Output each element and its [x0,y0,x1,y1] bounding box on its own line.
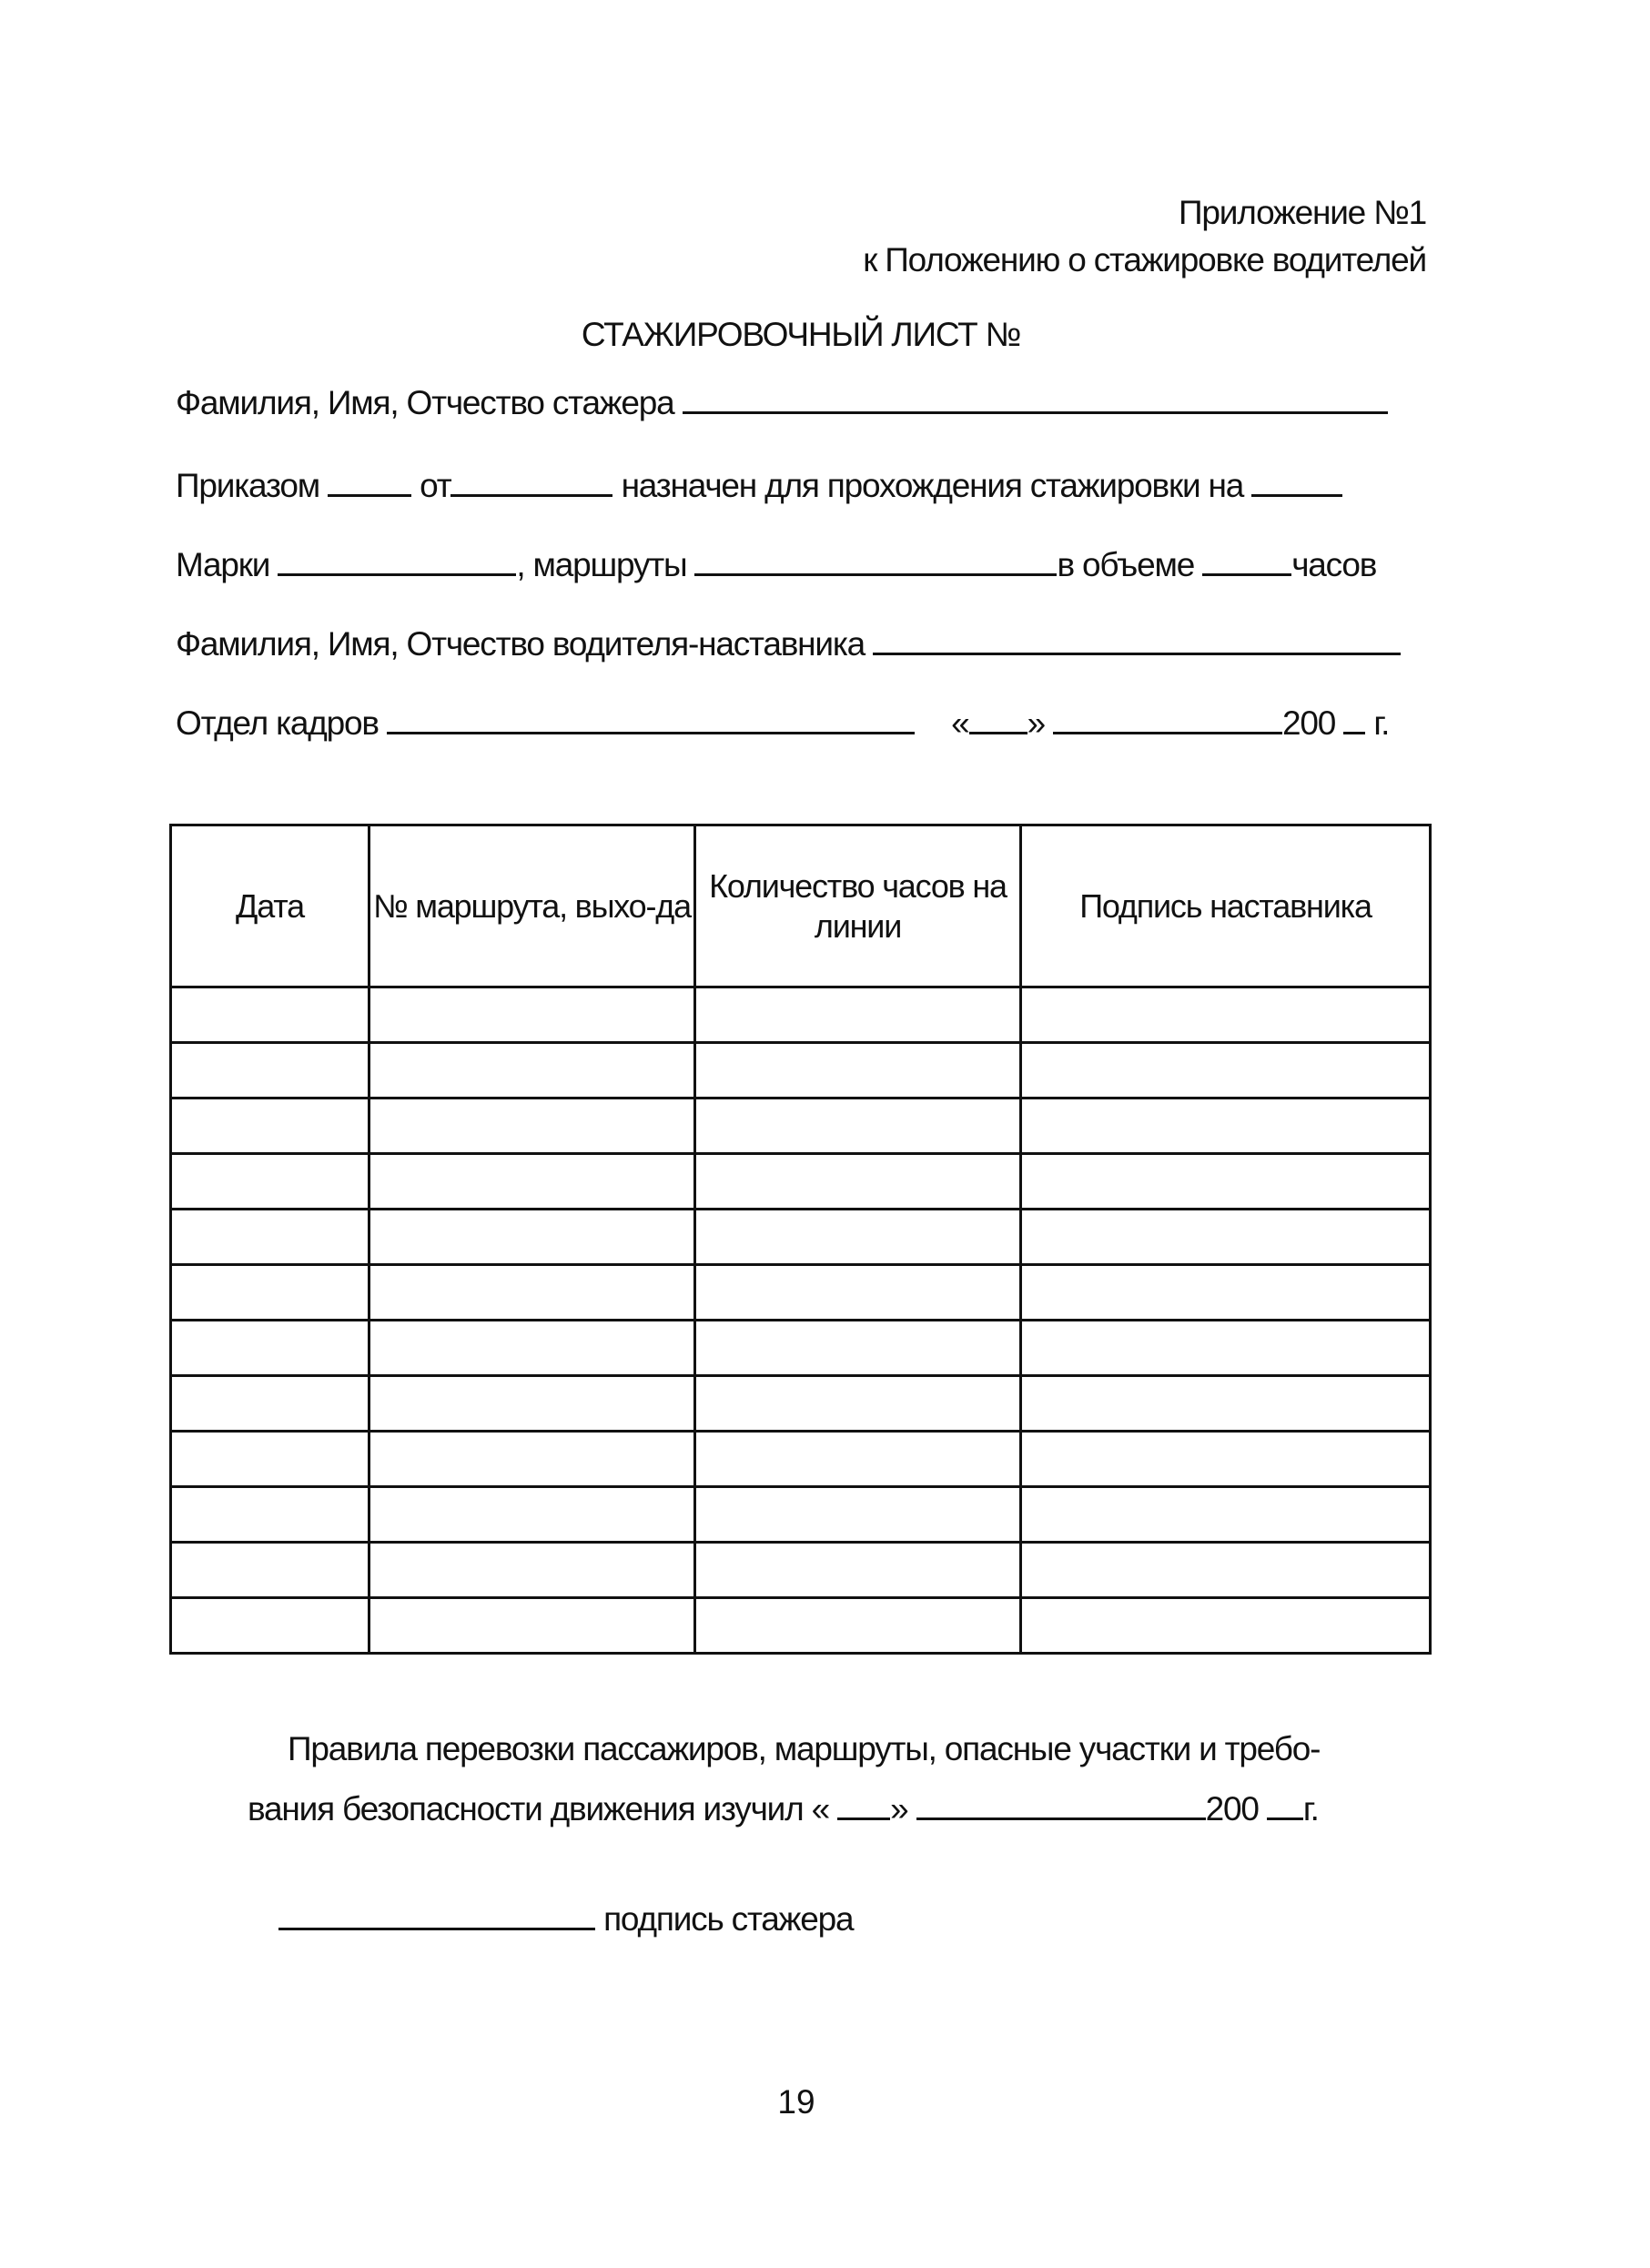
document-title: СТАЖИРОВОЧНЫЙ ЛИСТ № [581,316,1021,353]
table-cell[interactable] [171,1543,369,1598]
trainee-signature-field[interactable] [278,1897,595,1930]
table-cell[interactable] [171,1210,369,1265]
trainee-signature-label: подпись стажера [603,1900,854,1938]
table-body [171,987,1431,1654]
hr-day-field[interactable] [969,701,1027,734]
table-cell[interactable] [695,1210,1021,1265]
table-row [171,1432,1431,1487]
column-header-hours: Количество часов на линии [695,825,1021,987]
table-cell[interactable] [695,1154,1021,1210]
table-cell[interactable] [1021,1543,1431,1598]
page-number: 19 [777,2083,815,2121]
table-row [171,1487,1431,1543]
routes-label: , маршруты [516,546,687,583]
order-number-field[interactable] [328,463,411,497]
mentor-name-row [176,622,1401,664]
order-assigned-label: назначен для прохождения стажировки на [621,467,1244,504]
brands-routes-row [176,542,1376,585]
rules-month-field[interactable] [916,1787,1206,1820]
routes-field[interactable] [694,542,1057,576]
table-cell[interactable] [369,1487,695,1543]
rules-year: 200 [1205,1790,1259,1828]
column-header-route: № маршрута, выхо-да [369,825,695,987]
table-row [171,1099,1431,1154]
table-cell[interactable] [1021,1154,1431,1210]
table-cell[interactable] [369,987,695,1043]
mentor-name-field[interactable] [873,622,1401,655]
table-row [171,1376,1431,1432]
table-cell[interactable] [171,1154,369,1210]
table-cell[interactable] [171,1376,369,1432]
table-cell[interactable] [1021,1487,1431,1543]
mentor-name-label: Фамилия, Имя, Отчество водителя-наставника [176,625,865,663]
table-cell[interactable] [1021,1210,1431,1265]
table-cell[interactable] [695,987,1021,1043]
table-cell[interactable] [171,1432,369,1487]
hr-year: 200 [1282,704,1336,742]
appendix-reference: к Положению о стажировке водителей [863,241,1426,278]
rules-line-2 [248,1787,1319,1829]
training-log-table [169,824,1432,1655]
table-cell[interactable] [369,1043,695,1099]
column-header-date: Дата [171,825,369,987]
table-cell[interactable] [695,1376,1021,1432]
table-cell[interactable] [1021,987,1431,1043]
table-cell[interactable] [1021,1376,1431,1432]
rules-year-field[interactable] [1267,1787,1303,1820]
table-cell[interactable] [171,1043,369,1099]
table-cell[interactable] [1021,1321,1431,1376]
column-header-mentor-signature: Подпись наставника [1021,825,1431,987]
table-row [171,1543,1431,1598]
rules-line-1: Правила перевозки пассажиров, маршруты, опасные участки и требо- [288,1730,1321,1767]
order-date-field[interactable] [450,463,612,497]
hr-signature-field[interactable] [387,701,915,734]
hr-row [176,701,1389,744]
table-cell[interactable] [695,1432,1021,1487]
table-cell[interactable] [695,1265,1021,1321]
hr-month-field[interactable] [1053,701,1282,734]
table-cell[interactable] [695,1099,1021,1154]
table-cell[interactable] [695,1543,1021,1598]
table-cell[interactable] [1021,1265,1431,1321]
rules-day-field[interactable] [837,1787,890,1820]
hr-year-field[interactable] [1343,701,1365,734]
order-from-label: от [420,467,451,504]
table-row [171,1321,1431,1376]
trainee-name-row [176,380,1388,423]
table-cell[interactable] [1021,1099,1431,1154]
table-cell[interactable] [369,1598,695,1654]
hr-quote-open: « [951,704,969,742]
table-row [171,1265,1431,1321]
table-cell[interactable] [369,1210,695,1265]
hours-label: часов [1291,546,1377,583]
order-label: Приказом [176,467,319,504]
hr-label: Отдел кадров [176,704,379,742]
table-cell[interactable] [369,1321,695,1376]
hours-field[interactable] [1202,542,1291,576]
table-cell[interactable] [695,1598,1021,1654]
table-cell[interactable] [369,1432,695,1487]
rules-line-2-text: вания безопасности движения изучил « [248,1790,829,1828]
table-header-row [171,825,1431,987]
hr-quote-close: » [1027,704,1045,742]
appendix-header [863,189,1426,284]
appendix-number: Приложение №1 [1179,194,1426,231]
table-cell[interactable] [695,1487,1021,1543]
table-cell[interactable] [1021,1432,1431,1487]
table-cell[interactable] [1021,1598,1431,1654]
table-row [171,1598,1431,1654]
table-cell[interactable] [171,1598,369,1654]
rules-quote-close: » [890,1790,908,1828]
table-cell[interactable] [695,1321,1021,1376]
table-cell[interactable] [369,1543,695,1598]
volume-label: в объеме [1057,546,1195,583]
table-cell[interactable] [171,1487,369,1543]
table-row [171,1210,1431,1265]
brands-field[interactable] [278,542,516,576]
table-row [171,987,1431,1043]
table-cell[interactable] [369,1154,695,1210]
trainee-name-field[interactable] [683,380,1388,414]
table-cell[interactable] [369,1099,695,1154]
table-cell[interactable] [369,1265,695,1321]
training-period-field[interactable] [1251,463,1342,497]
table-cell[interactable] [1021,1043,1431,1099]
brands-label: Марки [176,546,270,583]
table-cell[interactable] [171,987,369,1043]
table-cell[interactable] [369,1376,695,1432]
hr-year-suffix: г. [1373,704,1390,742]
table-cell[interactable] [695,1043,1021,1099]
table-row [171,1154,1431,1210]
trainee-name-label: Фамилия, Имя, Отчество стажера [176,384,674,421]
table-cell[interactable] [171,1265,369,1321]
table-row [171,1043,1431,1099]
trainee-signature-row [278,1897,853,1939]
table-cell[interactable] [171,1099,369,1154]
table-cell[interactable] [171,1321,369,1376]
order-row [176,463,1342,506]
rules-year-suffix: г. [1302,1790,1319,1828]
